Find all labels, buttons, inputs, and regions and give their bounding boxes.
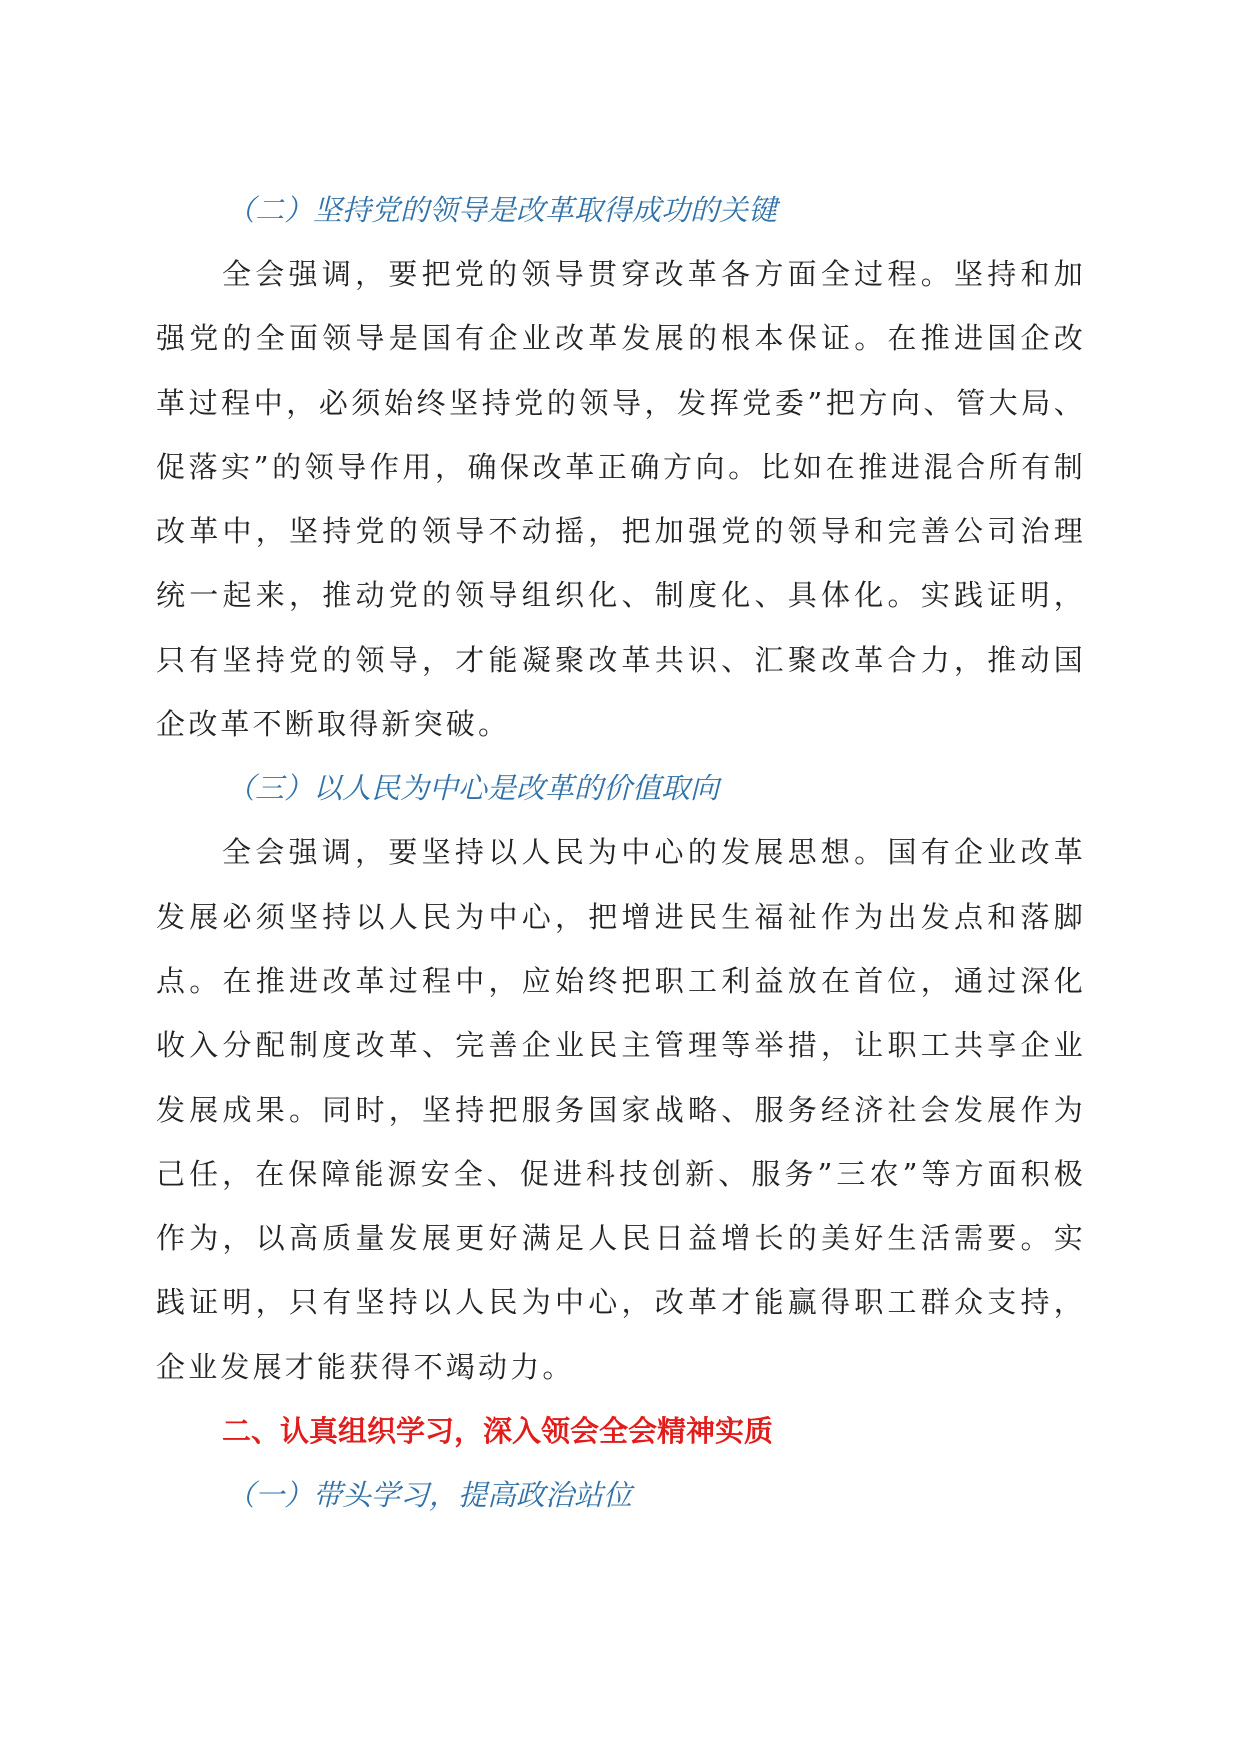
part-heading-2: 二、认真组织学习，深入领会全会精神实质 (222, 1414, 774, 1449)
section-heading-3: （三）以人民为中心是改革的价值取向 (226, 771, 720, 806)
subsection-heading-2-1: （一）带头学习，提高政治站位 (226, 1478, 633, 1513)
section-heading-2: （二）坚持党的领导是改革取得成功的关键 (226, 193, 778, 227)
section-body-2: 全会强调，要把党的领导贯穿改革各方面全过程。坚持和加强党的全面领导是国有企业改革发展的根本保证。在推进国企改革过程中，必须始终坚持党的领导，发挥党委”把方向、管大局、促落实”的领导作用，确保改革正确方向。比如在推进混合所有制改革中，坚持党的领导不动摇，把加强党的领导和完善公司治理统一起来，推动党的领导组织化、制度化、具体化。实践证明，只有坚持党的领导，才能凝聚改革共识、汇聚改革合力，推动国企改革不断取得新突破。 (156, 257, 1086, 742)
section-body-3: 全会强调，要坚持以人民为中心的发展思想。国有企业改革发展必须坚持以人民为中心，把增进民生福祉作为出发点和落脚点。在推进改革过程中，应始终把职工利益放在首位，通过深化收入分配制度改革、完善企业民主管理等举措，让职工共享企业发展成果。同时，坚持把服务国家战略、服务经济社会发展作为己任，在保障能源安全、促进科技创新、服务”三农”等方面积极作为，以高质量发展更好满足人民日益增长的美好生活需要。实践证明，只有坚持以人民为中心，改革才能赢得职工群众支持，企业发展才能获得不竭动力。 (156, 835, 1086, 1384)
document-content (156, 178, 1086, 1527)
